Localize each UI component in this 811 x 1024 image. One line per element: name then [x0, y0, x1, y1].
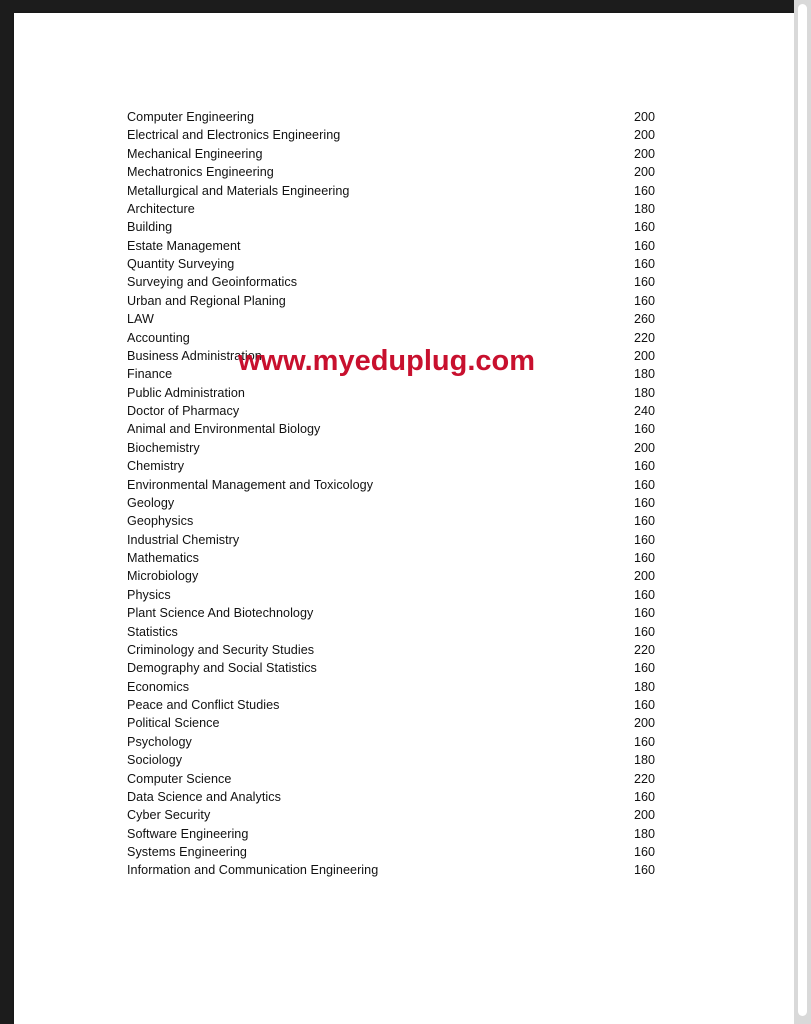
cutoff-score: 180	[633, 679, 655, 694]
list-item	[127, 384, 655, 402]
scrollbar-thumb[interactable]	[798, 4, 807, 1016]
list-item	[127, 476, 655, 494]
course-name: Physics	[127, 587, 171, 602]
course-name: Public Administration	[127, 385, 245, 400]
list-item	[127, 420, 655, 438]
cutoff-score: 160	[633, 183, 655, 198]
list-item	[127, 126, 655, 144]
list-item	[127, 861, 655, 879]
course-name: Metallurgical and Materials Engineering	[127, 183, 350, 198]
list-item	[127, 237, 655, 255]
document-page	[14, 13, 794, 1024]
course-name: Mathematics	[127, 551, 199, 565]
cutoff-score: 200	[633, 569, 655, 584]
course-name: Building	[127, 220, 173, 235]
list-item	[127, 696, 655, 714]
list-item	[127, 108, 655, 126]
course-name: Demography and Social Statistics	[127, 661, 317, 676]
cutoff-score: 180	[633, 367, 655, 382]
course-name: Industrial Chemistry	[127, 532, 240, 547]
list-item	[127, 751, 655, 769]
list-item	[127, 825, 655, 843]
course-name: Finance	[127, 367, 173, 382]
course-name: LAW	[127, 312, 154, 327]
course-name: Psychology	[127, 734, 192, 749]
list-item	[127, 200, 655, 218]
course-name: Information and Communication Engineering	[127, 863, 379, 878]
list-item	[127, 439, 655, 457]
list-item	[127, 145, 655, 163]
list-item	[127, 843, 655, 861]
course-name: Peace and Conflict Studies	[127, 698, 280, 712]
course-name: Biochemistry	[127, 440, 200, 455]
cutoff-score: 200	[633, 440, 655, 455]
course-name: Chemistry	[127, 459, 185, 474]
cutoff-score: 180	[633, 826, 655, 841]
cutoff-score: 160	[633, 698, 655, 712]
course-name: Animal and Environmental Biology	[127, 422, 321, 437]
cutoff-score: 220	[633, 330, 655, 345]
list-item	[127, 531, 655, 549]
list-item	[127, 659, 655, 677]
cutoff-score: 160	[633, 477, 655, 492]
cutoff-score: 180	[633, 385, 655, 400]
cutoff-score: 160	[633, 624, 655, 639]
cutoff-score: 260	[633, 312, 655, 327]
list-item	[127, 182, 655, 200]
cutoff-score: 160	[633, 220, 655, 235]
course-name: Architecture	[127, 201, 195, 216]
course-name: Sociology	[127, 753, 183, 768]
course-name: Computer Science	[127, 771, 232, 786]
course-name: Microbiology	[127, 569, 199, 584]
list-item	[127, 163, 655, 181]
course-name: Geophysics	[127, 514, 194, 529]
list-item	[127, 292, 655, 310]
cutoff-score: 180	[633, 753, 655, 768]
cutoff-score: 160	[633, 514, 655, 529]
course-name: Computer Engineering	[127, 110, 255, 124]
cutoff-score: 200	[633, 146, 655, 161]
cutoff-score: 200	[633, 716, 655, 731]
cutoff-score: 160	[633, 661, 655, 676]
cutoff-score: 160	[633, 459, 655, 474]
cutoff-score: 220	[633, 642, 655, 657]
list-item	[127, 255, 655, 273]
course-name: Business Administration	[127, 348, 262, 363]
course-name: Environmental Management and Toxicology	[127, 477, 374, 492]
cutoff-score: 160	[633, 845, 655, 859]
course-name: Data Science and Analytics	[127, 789, 281, 804]
course-name: Accounting	[127, 330, 190, 345]
course-name: Plant Science And Biotechnology	[127, 606, 314, 621]
list-item	[127, 310, 655, 328]
course-name: Geology	[127, 495, 175, 510]
cutoff-score: 160	[633, 422, 655, 437]
course-name: Quantity Surveying	[127, 257, 235, 271]
cutoff-score: 160	[633, 238, 655, 253]
course-name: Estate Management	[127, 238, 241, 253]
list-item	[127, 678, 655, 696]
cutoff-score: 160	[633, 293, 655, 308]
cutoff-score: 200	[633, 348, 655, 363]
list-item	[127, 512, 655, 530]
cutoff-score: 160	[633, 587, 655, 602]
list-item	[127, 806, 655, 824]
course-name: Criminology and Security Studies	[127, 642, 315, 657]
list-item	[127, 567, 655, 585]
list-item	[127, 641, 655, 659]
cutoff-score: 200	[633, 110, 655, 124]
cutoff-score: 200	[633, 165, 655, 180]
vertical-scrollbar[interactable]	[794, 0, 811, 1024]
list-item	[127, 402, 655, 420]
cutoff-score: 220	[633, 771, 655, 786]
list-item	[127, 623, 655, 641]
list-item	[127, 218, 655, 236]
cutoff-score: 160	[633, 734, 655, 749]
watermark-text: www.myeduplug.com	[238, 345, 536, 377]
cutoff-score: 200	[633, 808, 655, 823]
list-item	[127, 494, 655, 512]
course-name: Political Science	[127, 716, 220, 731]
list-item	[127, 549, 655, 567]
cutoff-score: 160	[633, 495, 655, 510]
cutoff-score: 160	[633, 257, 655, 271]
list-item	[127, 733, 655, 751]
cutoff-score: 160	[633, 551, 655, 565]
cutoff-score: 180	[633, 201, 655, 216]
list-item	[127, 273, 655, 291]
cutoff-score: 160	[633, 606, 655, 621]
course-name: Systems Engineering	[127, 845, 247, 859]
cutoff-list	[127, 108, 655, 880]
course-name: Statistics	[127, 624, 178, 639]
cutoff-score: 160	[633, 789, 655, 804]
course-name: Urban and Regional Planing	[127, 293, 286, 308]
list-item	[127, 788, 655, 806]
cutoff-score: 240	[633, 404, 655, 418]
cutoff-score: 160	[633, 275, 655, 290]
course-name: Mechanical Engineering	[127, 146, 263, 161]
course-name: Surveying and Geoinformatics	[127, 275, 298, 290]
list-item	[127, 604, 655, 622]
course-name: Doctor of Pharmacy	[127, 404, 240, 418]
cutoff-score: 200	[633, 128, 655, 143]
cutoff-score: 160	[633, 863, 655, 878]
list-item	[127, 586, 655, 604]
course-name: Cyber Security	[127, 808, 211, 823]
cutoff-score: 160	[633, 532, 655, 547]
list-item	[127, 770, 655, 788]
course-name: Economics	[127, 679, 190, 694]
course-name: Electrical and Electronics Engineering	[127, 128, 341, 143]
list-item	[127, 457, 655, 475]
list-item	[127, 714, 655, 732]
course-name: Software Engineering	[127, 826, 249, 841]
course-name: Mechatronics Engineering	[127, 165, 274, 180]
